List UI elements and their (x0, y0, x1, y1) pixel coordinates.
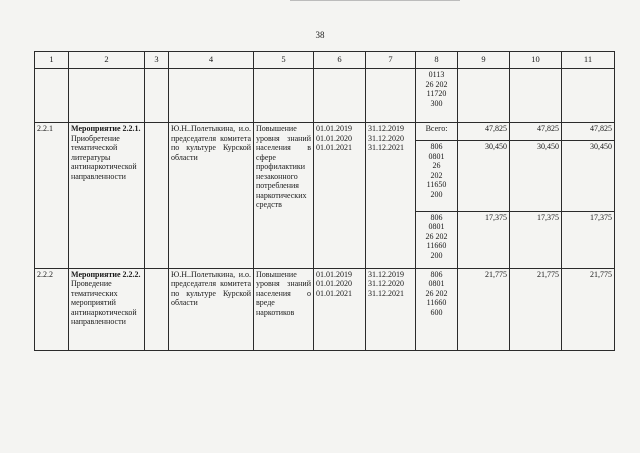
amount-2020: 21,775 (510, 268, 562, 350)
start-dates: 01.01.2019 01.01.2020 01.01.2021 (314, 268, 366, 350)
table-cell (458, 69, 510, 123)
measure-title: Мероприятие 2.2.1. (71, 124, 141, 134)
table-cell (254, 69, 314, 123)
measure-description: Проведение тематических мероприятий антинаркотической направленности (71, 279, 137, 327)
amount-2020: 30,450 (510, 141, 562, 211)
total-label: Всего: (416, 123, 458, 141)
start-dates: 01.01.2019 01.01.2020 01.01.2021 (314, 123, 366, 268)
table-cell (169, 69, 254, 123)
amount-2019: 30,450 (458, 141, 510, 211)
table-row (35, 268, 615, 350)
table-cell (562, 69, 615, 123)
executor: Ю.Н..Полетыкина, и.о. председателя комитета по культуре Курской области (169, 123, 254, 268)
amount-2021: 21,775 (562, 268, 615, 350)
amount-2021: 17,375 (562, 211, 615, 268)
executor: Ю.Н..Полетыкина, и.о. председателя комитета по культуре Курской области (169, 268, 254, 350)
continuation-row (35, 69, 615, 123)
col-header: 9 (458, 52, 510, 69)
end-dates: 31.12.2019 31.12.2020 31.12.2021 (366, 123, 416, 268)
header-row (35, 52, 615, 69)
measures-table (34, 51, 615, 351)
measure-description: Приобретение тематической литературы антинаркотической направленности (71, 133, 137, 181)
table-row (35, 123, 615, 141)
amount-2020: 47,825 (510, 123, 562, 141)
measure-cell (69, 268, 145, 350)
table-cell (145, 268, 169, 350)
table-cell (69, 69, 145, 123)
table-cell (145, 123, 169, 268)
table-cell (510, 69, 562, 123)
col-header: 1 (35, 52, 69, 69)
amount-2019: 17,375 (458, 211, 510, 268)
page-number: 38 (315, 30, 325, 40)
col-header: 2 (69, 52, 145, 69)
budget-code: 806 0801 26 202 11660 200 (416, 211, 458, 268)
measure-cell (69, 123, 145, 268)
col-header: 4 (169, 52, 254, 69)
table-cell (314, 69, 366, 123)
amount-2021: 30,450 (562, 141, 615, 211)
col-header: 10 (510, 52, 562, 69)
col-header: 8 (416, 52, 458, 69)
col-header: 5 (254, 52, 314, 69)
row-number: 2.2.2 (35, 268, 69, 350)
row-number: 2.2.1 (35, 123, 69, 268)
col-header: 6 (314, 52, 366, 69)
expected-result: Повышение уровня знаний населения в сфере профилактики незаконного потребления наркотических средств (254, 123, 314, 268)
budget-code: 806 0801 26 202 11660 600 (416, 268, 458, 350)
amount-2021: 47,825 (562, 123, 615, 141)
table-cell (145, 69, 169, 123)
measure-title: Мероприятие 2.2.2. (71, 269, 141, 279)
col-header: 11 (562, 52, 615, 69)
amount-2019: 21,775 (458, 268, 510, 350)
amount-2019: 47,825 (458, 123, 510, 141)
amount-2020: 17,375 (510, 211, 562, 268)
budget-code: 806 0801 26 202 11650 200 (416, 141, 458, 211)
budget-code: 0113 26 202 11720 300 (416, 69, 458, 123)
end-dates: 31.12.2019 31.12.2020 31.12.2021 (366, 268, 416, 350)
col-header: 3 (145, 52, 169, 69)
table-cell (35, 69, 69, 123)
expected-result: Повышение уровня знаний населения о вреде наркотиков (254, 268, 314, 350)
table-cell (366, 69, 416, 123)
scan-edge-line (290, 0, 460, 1)
col-header: 7 (366, 52, 416, 69)
